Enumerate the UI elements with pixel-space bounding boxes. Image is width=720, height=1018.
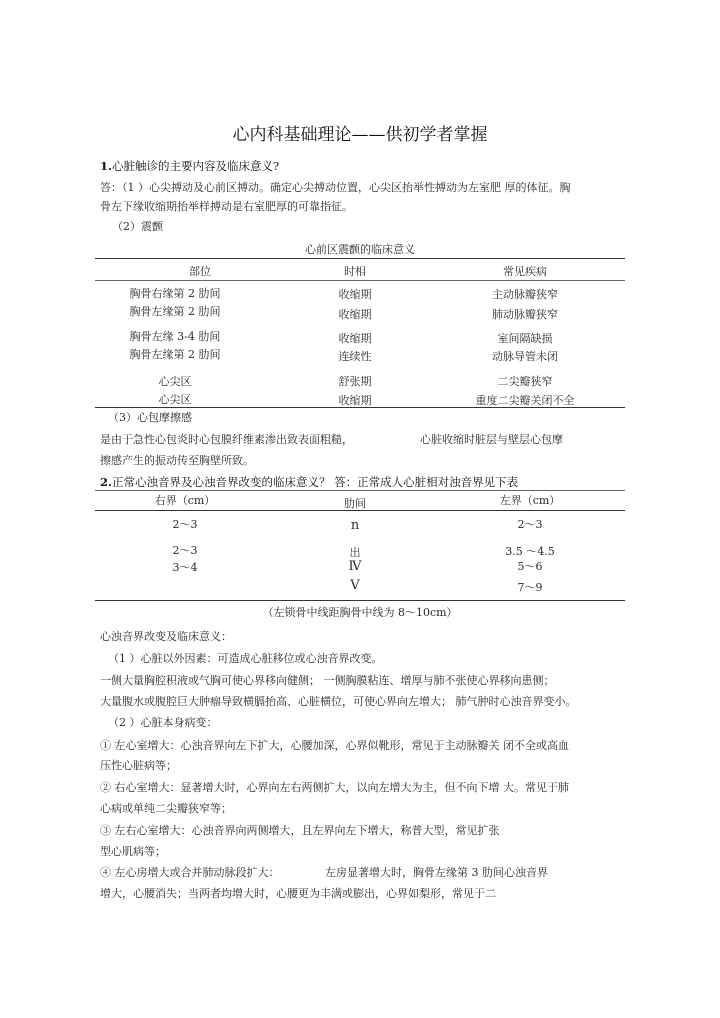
table-cell-location: 心尖区	[158, 393, 192, 406]
item-1-line1: ① 左心室增大：心浊音界向左下扩大，心腰加深，心界似靴形，常见于主动脉瓣关 闭不全或高血	[100, 739, 569, 752]
table-header-rule	[95, 510, 625, 511]
item-1-line2: 压性心脏病等；	[100, 759, 177, 772]
table-bottom-rule	[95, 600, 625, 601]
table-cell-phase: 舒张期	[338, 375, 372, 388]
table-header-location: 部位	[189, 265, 211, 278]
table-cell-disease: 动脉导管未闭	[492, 350, 558, 363]
table-header-phase: 时相	[344, 265, 366, 278]
table-cell-right: 2～3	[172, 544, 198, 557]
change-1-line2: 大量腹水或腹腔巨大肿瘤导致横膈抬高、心脏横位，可使心界向左增大； 肺气肿时心浊音界变小。	[100, 695, 577, 708]
table-cell-location: 心尖区	[158, 375, 192, 388]
table-cell-left: 7～9	[517, 581, 543, 594]
s1-answer-line2: 骨左下缘收缩期抬举样搏动是右室肥厚的可靠指征。	[100, 200, 353, 213]
table-header-right-border: 右界（cm）	[154, 494, 216, 507]
s1-p3-line2: 擦感产生的振动传至胸壁所致。	[100, 454, 254, 467]
section-2-number: 2.	[100, 475, 113, 489]
s1-subheading-3: （3）心包摩擦感	[108, 411, 192, 424]
table-cell-left: 3.5 ～4.5	[505, 545, 555, 558]
table-bottom-rule	[95, 407, 625, 408]
table-cell-right: 2～3	[172, 518, 198, 531]
item-4-line2: 增大，心腰消失；当两者均增大时，心腰更为丰满或膨出，心界如梨形，常见于二	[100, 887, 496, 900]
table-cell-disease: 主动脉瓣狭窄	[492, 288, 558, 301]
table-cell-location: 胸骨左缘第 2 肋间	[129, 305, 221, 318]
table-cell-disease: 室间隔缺损	[497, 332, 553, 345]
table-header-rule	[95, 280, 625, 281]
item-3-line2: 型心肌病等；	[100, 845, 166, 858]
table-cell-phase: 连续性	[338, 350, 372, 363]
s1-p3-line1a: 是由于急性心包炎时心包膜纤维素渗出致表面粗糙，	[100, 433, 353, 446]
table-top-rule	[95, 490, 625, 491]
table-cell-phase: 收缩期	[338, 308, 372, 321]
table-top-rule	[95, 258, 625, 259]
section-2-heading	[100, 474, 518, 490]
section-2-question: 正常心浊音界及心浊音界改变的临床意义？ 答：正常成人心脏相对浊音界见下表	[112, 475, 519, 489]
section-1-heading	[100, 158, 279, 174]
table-cell-left: 5～6	[517, 560, 543, 573]
item-3-line1: ③ 左右心室增大：心浊音界向两侧增大，且左界向左下增大，称普大型，常见扩张	[100, 824, 500, 837]
s1-p3-line1b: 心脏收缩时脏层与壁层心包摩	[420, 433, 563, 446]
table-cell-phase: 收缩期	[338, 394, 372, 407]
table-cell-intercostal: Ⅳ	[348, 559, 362, 574]
table-cell-intercostal: 出	[349, 546, 361, 559]
table-cell-phase: 收缩期	[338, 288, 372, 301]
change-1-title: （1 ）心脏以外因素：可造成心脏移位或心浊音界改变。	[108, 652, 383, 665]
table-cell-location: 胸骨左缘第 2 肋间	[129, 348, 221, 361]
table-cell-phase: 收缩期	[338, 332, 372, 345]
table-cell-left: 2～3	[517, 518, 543, 531]
dullness-table-note: （左锁骨中线距胸骨中线为 8～10cm）	[262, 606, 458, 619]
s1-answer-line1: 答：（1 ）心尖搏动及心前区搏动。确定心尖搏动位置，心尖区抬举性搏动为左室肥 厚的体征。胸	[100, 181, 571, 194]
s1-subheading-2: （2）震颤	[112, 220, 163, 233]
section-1-question: 心脏触诊的主要内容及临床意义?	[112, 159, 280, 173]
table-cell-intercostal: V	[350, 578, 360, 593]
table-cell-location: 胸骨右缘第 2 肋间	[129, 287, 221, 300]
tremor-table-caption: 心前区震颤的临床意义	[305, 243, 415, 256]
table-header-disease: 常见疾病	[503, 265, 547, 278]
item-2-line2: 心病或单纯二尖瓣狭窄等；	[100, 802, 232, 815]
table-cell-right: 3～4	[172, 561, 198, 574]
item-4-line1b: 左房显著增大时，胸骨左缘第 3 肋间心浊音界	[325, 866, 548, 879]
table-header-left-border: 左界（cm）	[499, 494, 561, 507]
table-cell-intercostal: n	[350, 518, 360, 533]
item-2-line1: ② 右心室增大：显著增大时，心界向左右两侧扩大，以向左增大为主，但不向下增 大。常见于肺	[100, 781, 569, 794]
change-1-line1: 一侧大量胸腔积液或气胸可使心界移向健侧； 一侧胸膜粘连、增厚与肺不张使心界移向患侧；	[100, 674, 555, 687]
section-1-number: 1.	[100, 159, 113, 173]
table-cell-disease: 重度二尖瓣关闭不全	[475, 394, 575, 407]
table-cell-location: 胸骨左缘 3-4 肋间	[129, 330, 221, 343]
table-header-intercostal: 肋间	[344, 497, 366, 510]
page-title: 心内科基础理论——供初学者掌握	[232, 125, 488, 145]
change-2-title: （2 ）心脏本身病变：	[108, 716, 218, 729]
change-title: 心浊音界改变及临床意义：	[100, 630, 232, 643]
table-cell-disease: 肺动脉瓣狭窄	[492, 308, 558, 321]
table-cell-disease: 二尖瓣狭窄	[497, 375, 553, 388]
item-4-line1a: ④ 左心房增大或合并肺动脉段扩大：	[100, 866, 280, 879]
